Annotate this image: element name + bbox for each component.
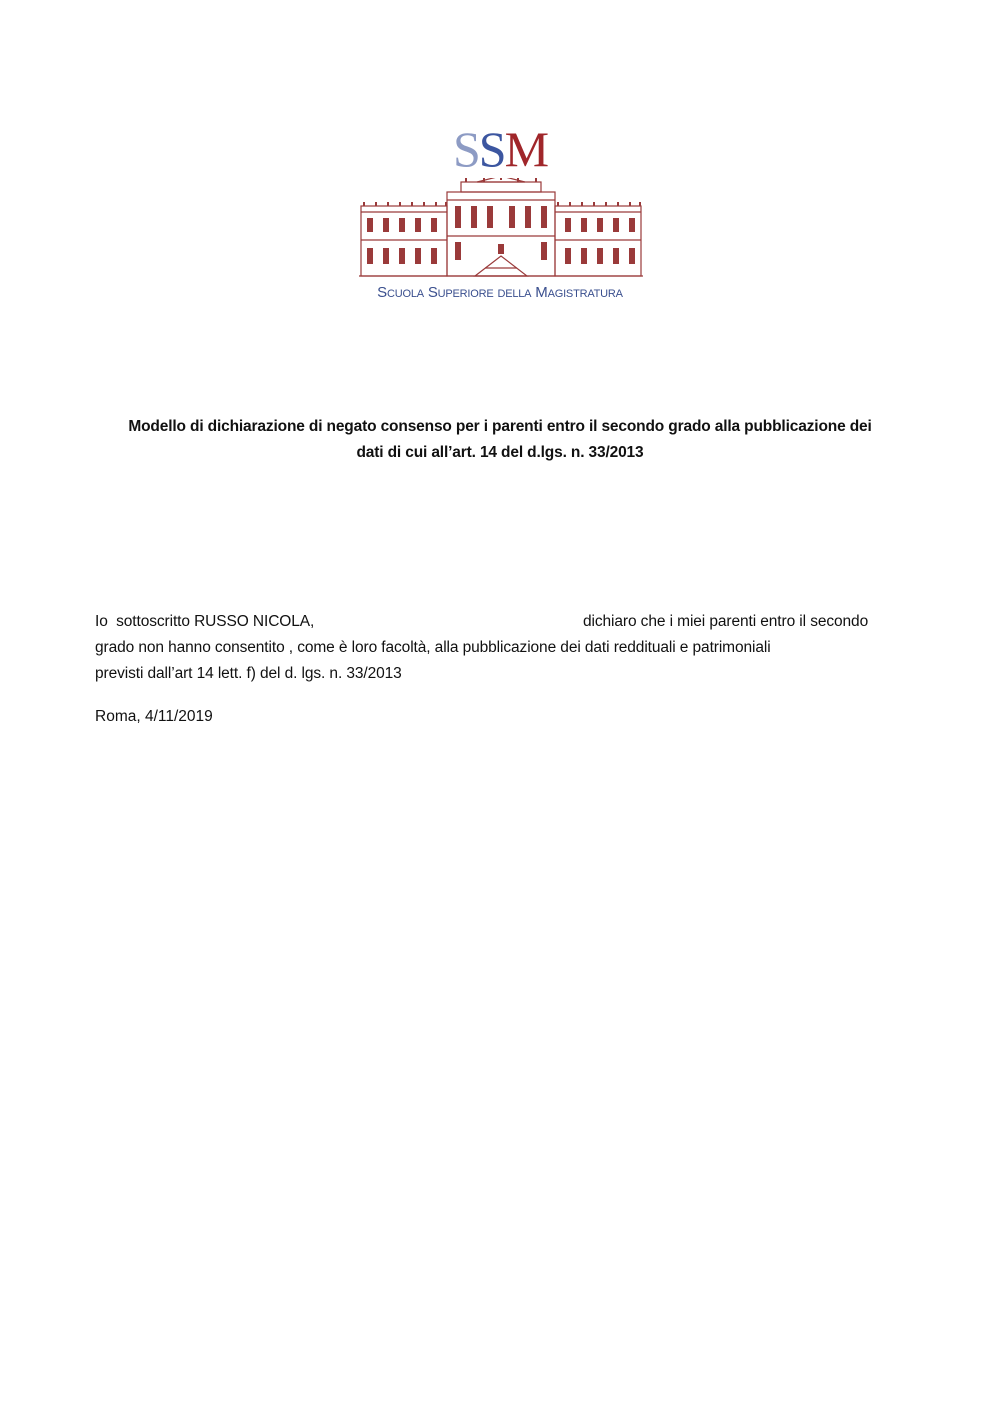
declarant-name-text: Io sottoscritto RUSSO NICOLA,: [95, 613, 315, 630]
building-illustration: [357, 178, 645, 280]
declaration-text: dichiaro che i miei parenti entro il secondo: [583, 613, 869, 630]
ssm-logo: [355, 122, 645, 312]
logo-letters: [355, 122, 645, 176]
paragraph-line-2: grado non hanno consentito , come è loro facoltà, alla pubblicazione dei dati reddituali e patrimoniali: [95, 639, 771, 656]
document-title: [90, 414, 910, 466]
declaration-paragraph: [95, 609, 910, 687]
logo-letter-3: M: [504, 121, 548, 177]
paragraph-line-3: previsti dall’art 14 lett. f) del d. lgs. n. 33/2013: [95, 665, 402, 682]
logo-caption: Scuola Superiore della Magistratura: [377, 284, 623, 301]
paragraph-line-1: [95, 609, 910, 635]
logo-letter-2: S: [478, 121, 505, 177]
title-line-1: Modello di dichiarazione di negato consenso per i parenti entro il secondo grado alla pubblicazione dei: [128, 418, 872, 435]
title-line-2: dati di cui all’art. 14 del d.lgs. n. 33/2013: [356, 444, 644, 461]
place-date: Roma, 4/11/2019: [95, 708, 213, 725]
logo-letter-1: S: [452, 121, 479, 177]
